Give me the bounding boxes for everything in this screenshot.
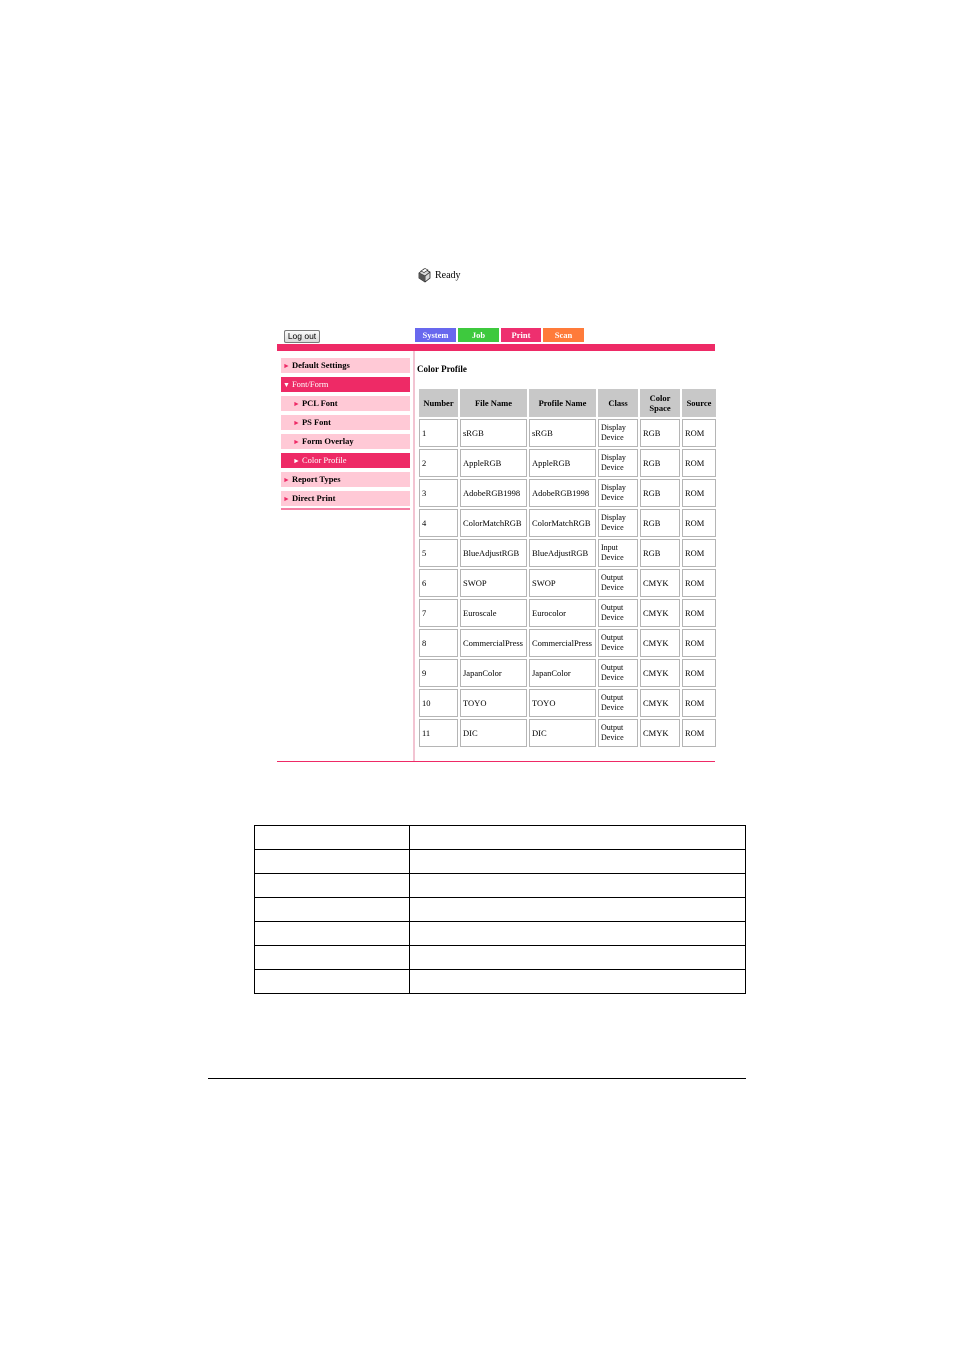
file-name-cell: ColorMatchRGB: [460, 509, 527, 537]
color-space-cell: CMYK: [640, 689, 680, 717]
color-profile-table: [417, 387, 718, 749]
table-row: [255, 970, 746, 994]
color-space-cell: CMYK: [640, 629, 680, 657]
sidebar-item-label: Direct Print: [291, 493, 336, 503]
sidebar-item-pcl-font[interactable]: [281, 396, 410, 411]
class-cell: Output Device: [598, 689, 638, 717]
number-cell: 7: [419, 599, 458, 627]
logout-button[interactable]: Log out: [284, 330, 320, 343]
file-name-cell: BlueAdjustRGB: [460, 539, 527, 567]
source-cell: ROM: [682, 539, 716, 567]
file-name-cell: AdobeRGB1998: [460, 479, 527, 507]
header-bar: [277, 344, 715, 351]
sidebar-item-font-form[interactable]: [281, 377, 410, 392]
profile-name-cell: SWOP: [529, 569, 596, 597]
column-header: File Name: [460, 389, 527, 417]
color-space-cell: RGB: [640, 419, 680, 447]
profile-name-cell: Eurocolor: [529, 599, 596, 627]
number-cell: 3: [419, 479, 458, 507]
file-name-cell: DIC: [460, 719, 527, 747]
source-cell: ROM: [682, 509, 716, 537]
arrow-right-icon: ►: [293, 438, 300, 446]
file-name-cell: CommercialPress: [460, 629, 527, 657]
tab-system[interactable]: System: [415, 328, 456, 342]
sidebar-item-direct-print[interactable]: [281, 491, 410, 506]
sidebar-item-ps-font[interactable]: [281, 415, 410, 430]
profile-name-cell: CommercialPress: [529, 629, 596, 657]
table-row: [255, 922, 746, 946]
source-cell: ROM: [682, 419, 716, 447]
arrow-right-icon: ►: [293, 457, 300, 465]
sidebar-item-label: Font/Form: [291, 379, 329, 389]
column-header: Source: [682, 389, 716, 417]
profile-name-cell: ColorMatchRGB: [529, 509, 596, 537]
file-name-cell: TOYO: [460, 689, 527, 717]
number-cell: 9: [419, 659, 458, 687]
source-cell: ROM: [682, 689, 716, 717]
color-space-cell: RGB: [640, 479, 680, 507]
source-cell: ROM: [682, 629, 716, 657]
number-cell: 4: [419, 509, 458, 537]
color-space-cell: RGB: [640, 509, 680, 537]
class-cell: Input Device: [598, 539, 638, 567]
number-cell: 10: [419, 689, 458, 717]
sidebar: [281, 358, 410, 510]
table-row: [419, 599, 716, 627]
table-row: [419, 659, 716, 687]
table-row: [419, 509, 716, 537]
sidebar-divider: [413, 351, 415, 761]
number-cell: 5: [419, 539, 458, 567]
table-row: [255, 850, 746, 874]
file-name-cell: JapanColor: [460, 659, 527, 687]
color-space-cell: CMYK: [640, 719, 680, 747]
table-row: [255, 898, 746, 922]
class-cell: Output Device: [598, 629, 638, 657]
profile-name-cell: AppleRGB: [529, 449, 596, 477]
sidebar-item-label: PCL Font: [301, 398, 338, 408]
sidebar-item-label: PS Font: [301, 417, 331, 427]
source-cell: ROM: [682, 659, 716, 687]
number-cell: 1: [419, 419, 458, 447]
column-header: Class: [598, 389, 638, 417]
table-row: [419, 719, 716, 747]
number-cell: 6: [419, 569, 458, 597]
arrow-right-icon: ►: [293, 419, 300, 427]
tab-print[interactable]: Print: [501, 328, 541, 342]
profile-name-cell: BlueAdjustRGB: [529, 539, 596, 567]
printer-icon: [416, 267, 432, 283]
table-row: [419, 569, 716, 597]
number-cell: 2: [419, 449, 458, 477]
source-cell: ROM: [682, 569, 716, 597]
class-cell: Display Device: [598, 479, 638, 507]
color-space-cell: CMYK: [640, 659, 680, 687]
class-cell: Output Device: [598, 659, 638, 687]
table-header-row: [419, 389, 716, 417]
color-space-cell: CMYK: [640, 569, 680, 597]
column-header: Color Space: [640, 389, 680, 417]
footer-line: [277, 761, 715, 762]
color-space-cell: RGB: [640, 539, 680, 567]
sidebar-end-line: [281, 508, 410, 510]
blank-table: [254, 825, 746, 994]
table-row: [419, 479, 716, 507]
class-cell: Display Device: [598, 509, 638, 537]
footer-rule: [208, 1078, 746, 1079]
table-row: [419, 419, 716, 447]
arrow-right-icon: ►: [283, 476, 290, 484]
table-row: [255, 826, 746, 850]
class-cell: Output Device: [598, 719, 638, 747]
sidebar-item-label: Report Types: [291, 474, 341, 484]
sidebar-item-color-profile[interactable]: [281, 453, 410, 468]
sidebar-item-default-settings[interactable]: [281, 358, 410, 373]
table-body: [419, 419, 716, 747]
sidebar-item-report-types[interactable]: [281, 472, 410, 487]
column-header: Profile Name: [529, 389, 596, 417]
table-row: [419, 449, 716, 477]
number-cell: 11: [419, 719, 458, 747]
printer-status: [416, 266, 461, 284]
color-space-cell: RGB: [640, 449, 680, 477]
arrow-right-icon: ►: [293, 400, 300, 408]
file-name-cell: sRGB: [460, 419, 527, 447]
source-cell: ROM: [682, 449, 716, 477]
sidebar-item-form-overlay[interactable]: [281, 434, 410, 449]
table-row: [419, 689, 716, 717]
source-cell: ROM: [682, 479, 716, 507]
class-cell: Display Device: [598, 419, 638, 447]
sidebar-item-label: Color Profile: [301, 455, 347, 465]
arrow-right-icon: ►: [283, 495, 290, 503]
file-name-cell: AppleRGB: [460, 449, 527, 477]
table-row: [419, 629, 716, 657]
number-cell: 8: [419, 629, 458, 657]
profile-name-cell: sRGB: [529, 419, 596, 447]
profile-name-cell: AdobeRGB1998: [529, 479, 596, 507]
table-row: [419, 539, 716, 567]
profile-name-cell: TOYO: [529, 689, 596, 717]
profile-name-cell: JapanColor: [529, 659, 596, 687]
top-tabs: [415, 328, 584, 342]
profile-name-cell: DIC: [529, 719, 596, 747]
table-row: [255, 874, 746, 898]
sidebar-item-label: Default Settings: [291, 360, 350, 370]
color-space-cell: CMYK: [640, 599, 680, 627]
class-cell: Output Device: [598, 599, 638, 627]
page-title: Color Profile: [417, 364, 467, 374]
table-row: [255, 946, 746, 970]
source-cell: ROM: [682, 599, 716, 627]
column-header: Number: [419, 389, 458, 417]
file-name-cell: SWOP: [460, 569, 527, 597]
status-text: Ready: [435, 269, 461, 281]
source-cell: ROM: [682, 719, 716, 747]
arrow-down-icon: ▼: [283, 381, 290, 389]
tab-job[interactable]: Job: [458, 328, 499, 342]
file-name-cell: Euroscale: [460, 599, 527, 627]
tab-scan[interactable]: Scan: [543, 328, 584, 342]
arrow-right-icon: ►: [283, 362, 290, 370]
class-cell: Display Device: [598, 449, 638, 477]
sidebar-item-label: Form Overlay: [301, 436, 354, 446]
class-cell: Output Device: [598, 569, 638, 597]
